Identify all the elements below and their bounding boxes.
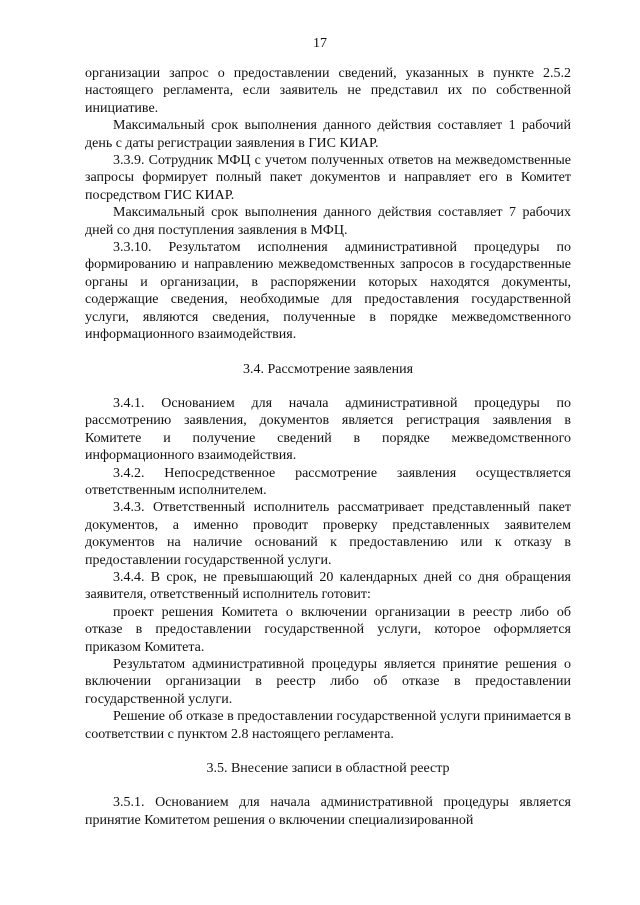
- paragraph: Решение об отказе в предоставлении государственной услуги принимается в соответствии с пунктом 2.8 настоящего регламента.: [85, 709, 571, 742]
- section-heading-3-5: 3.5. Внесение записи в областной реестр: [206, 761, 450, 777]
- paragraph: Результатом административной процедуры является принятие решения о включении организации в реестр либо об отказе в предоставлении государственной услуги.: [85, 657, 571, 707]
- paragraph-3-4-2: 3.4.2. Непосредственное рассмотрение заявления осуществляется ответственным исполнителем.: [85, 465, 571, 498]
- paragraph-3-5-1: 3.5.1. Основанием для начала административной процедуры является принятие Комитетом решения о включении специализированной: [85, 795, 571, 828]
- paragraph: Максимальный срок выполнения данного действия составляет 1 рабочий день с даты регистрации заявления в ГИС КИАР.: [85, 118, 571, 151]
- paragraph-3-4-3: 3.4.3. Ответственный исполнитель рассматривает представленный пакет документов, а именно проводит проверку представленных заявителем документов на наличие оснований к предоставлению или к отказу в предоставлении государственной услуги.: [85, 500, 571, 568]
- paragraph: проект решения Комитета о включении организации в реестр либо об отказе в предоставлении государственной услуги, которое оформляется приказом Комитета.: [85, 604, 571, 655]
- paragraph: Максимальный срок выполнения данного действия составляет 7 рабочих дней со дня поступления заявления в МФЦ.: [85, 205, 571, 238]
- paragraph-3-4-1: 3.4.1. Основанием для начала административной процедуры по рассмотрению заявления, документов является регистрация заявления в Комитете и получение сведений в порядке межведомственного информационного взаимодействия.: [85, 395, 571, 464]
- section-heading-3-4: 3.4. Рассмотрение заявления: [242, 361, 414, 377]
- page-number: 17: [313, 36, 327, 51]
- paragraph-3-4-4: 3.4.4. В срок, не превышающий 20 календарных дней со дня обращения заявителя, ответственный исполнитель готовит:: [85, 569, 571, 603]
- paragraph: организации запрос о предоставлении сведений, указанных в пункте 2.5.2 настоящего регламента, если заявитель не представил их по собственной инициативе.: [85, 66, 571, 116]
- paragraph-3-3-10: 3.3.10. Результатом исполнения административной процедуры по формированию и направлению межведомственных запросов в государственные органы и организации, в распоряжении которых находятся документы, содержащие сведения, необходимые для предоставления государственной услуги, являются сведения, полученные в порядке межведомственного информационного взаимодействия.: [85, 240, 571, 343]
- paragraph-3-3-9: 3.3.9. Сотрудник МФЦ с учетом полученных ответов на межведомственные запросы формирует полный пакет документов и направляет его в Комитет посредством ГИС КИАР.: [85, 153, 571, 203]
- document-body: [85, 65, 571, 829]
